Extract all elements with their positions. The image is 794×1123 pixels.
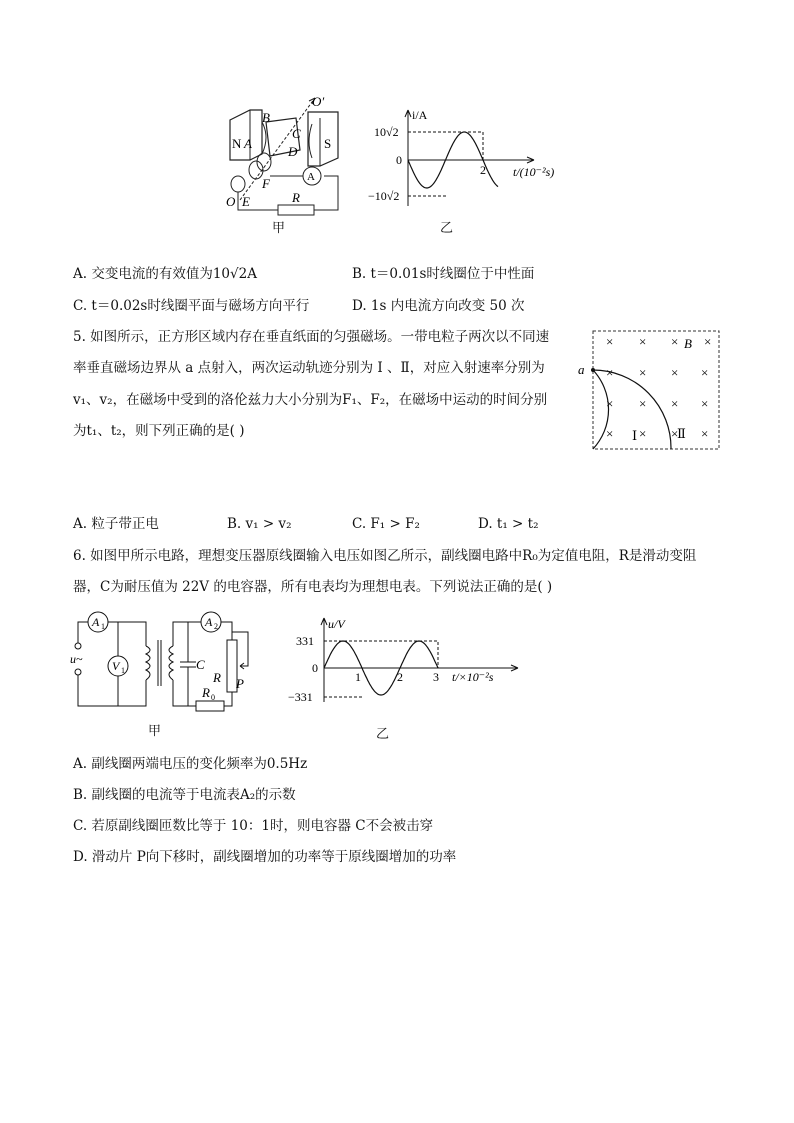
field-cross: × xyxy=(671,334,679,349)
q6-stem-line-1: 6. 如图甲所示电路，理想变压器原线圈输入电压如图乙所示，副线圈电路中R₀为定值电阻，R是滑动变阻 xyxy=(73,548,697,564)
label-A1-sub: 1 xyxy=(101,622,105,631)
chart2-tick-3: 3 xyxy=(433,670,439,684)
field-cross: × xyxy=(701,426,709,441)
field-cross: × xyxy=(671,426,679,441)
label-A2-sub: 2 xyxy=(214,622,218,631)
field-cross: × xyxy=(606,426,614,441)
q5-stem-line-2: 率垂直磁场边界从 a 点射入，两次运动轨迹分别为 Ⅰ 、Ⅱ，对应入射速率分别为 xyxy=(73,360,545,376)
label-R0-sub: 0 xyxy=(211,693,215,702)
field-cross: × xyxy=(639,396,647,411)
q5-stem-line-4: 为t₁、t₂，则下列正确的是( ) xyxy=(73,423,245,439)
label-I: Ⅰ xyxy=(632,428,638,443)
label-V1-sub: 1 xyxy=(121,666,125,675)
chart-xlabel: t/(10⁻²s) xyxy=(513,165,555,179)
label-A1: A xyxy=(92,615,100,629)
label-a: a xyxy=(578,362,585,377)
label-R: R xyxy=(213,670,221,685)
current-waveform-chart xyxy=(368,106,574,210)
label-A: A xyxy=(244,136,252,151)
q6-option-b: B. 副线圈的电流等于电流表A₂的示数 xyxy=(73,787,296,803)
q5-option-a: A. 粒子带正电 xyxy=(73,516,159,532)
field-cross: × xyxy=(639,365,647,380)
label-D: D xyxy=(288,144,298,159)
q5-option-d: D. t₁ > t₂ xyxy=(478,516,539,532)
field-cross: × xyxy=(701,365,709,380)
q6-option-c: C. 若原副线圈匝数比等于 10：1时，则电容器 C不会被击穿 xyxy=(73,818,434,834)
ammeter-label: A xyxy=(307,171,315,183)
chart2-tick-1: 1 xyxy=(355,670,361,684)
label-u: u~ xyxy=(70,652,83,666)
label-P: P xyxy=(236,676,244,691)
q5-option-b: B. v₁ > v₂ xyxy=(227,516,292,532)
fig-caption-yi-2: 乙 xyxy=(376,727,390,742)
field-cross: × xyxy=(639,334,647,349)
label-B: B xyxy=(262,110,270,125)
field-cross: × xyxy=(701,396,709,411)
fig-caption-jia-1: 甲 xyxy=(272,221,286,236)
field-cross: × xyxy=(606,365,614,380)
label-R0: R xyxy=(202,685,210,700)
q4-option-b: B. t＝0.01s时线圈位于中性面 xyxy=(352,266,535,282)
q4-option-c: C. t＝0.02s时线圈平面与磁场方向平行 xyxy=(73,298,310,314)
q6-option-a: A. 副线圈两端电压的变化频率为0.5Hz xyxy=(73,756,308,772)
q4-option-d: D. 1s 内电流方向改变 50 次 xyxy=(352,298,525,314)
chart2-tick-top: 331 xyxy=(296,634,314,648)
tick-bottom: −10√2 xyxy=(368,189,400,203)
transformer-circuit-diagram xyxy=(70,610,280,714)
field-cross: × xyxy=(606,396,614,411)
voltage-waveform-chart xyxy=(282,614,522,704)
label-R: R xyxy=(292,190,300,205)
q6-stem-line-2: 器，C为耐压值为 22V 的电容器，所有电表均为理想电表。下列说法正确的是( ) xyxy=(73,579,553,595)
label-F: F xyxy=(262,176,270,191)
fig-caption-yi-1: 乙 xyxy=(440,221,454,236)
chart-ylabel: i/A xyxy=(412,108,428,122)
chart2-tick-2: 2 xyxy=(397,670,403,684)
label-V1: V xyxy=(112,659,120,673)
label-C: C xyxy=(292,126,301,141)
generator-diagram xyxy=(220,92,350,222)
q6-option-d: D. 滑动片 P向下移时，副线圈增加的功率等于原线圈增加的功率 xyxy=(73,849,457,865)
field-cross: × xyxy=(606,334,614,349)
fig-caption-jia-2: 甲 xyxy=(148,724,162,739)
q5-stem-line-1: 5. 如图所示，正方形区域内存在垂直纸面的匀强磁场。一带电粒子两次以不同速 xyxy=(73,329,550,345)
chart2-tick-zero: 0 xyxy=(312,661,318,675)
label-O: O xyxy=(226,194,236,209)
chart2-xlabel: t/×10⁻²s xyxy=(452,670,494,684)
q5-stem-line-3: v₁、v₂，在磁场中受到的洛伦兹力大小分别为F₁、F₂，在磁场中运动的时间分别 xyxy=(73,392,548,408)
label-II: Ⅱ xyxy=(677,426,686,441)
label-A2: A xyxy=(205,615,213,629)
label-E: E xyxy=(242,194,250,209)
field-cross: × xyxy=(704,334,712,349)
magnetic-field-diagram xyxy=(576,328,724,454)
tick-top: 10√2 xyxy=(374,125,399,139)
q5-option-c: C. F₁ > F₂ xyxy=(352,516,420,532)
chart2-tick-bottom: −331 xyxy=(288,690,313,704)
field-cross: × xyxy=(639,426,647,441)
chart2-ylabel: u/V xyxy=(328,617,345,631)
label-S: S xyxy=(324,136,332,151)
label-B: B xyxy=(684,336,692,351)
label-O2: O′ xyxy=(312,94,325,109)
field-cross: × xyxy=(671,396,679,411)
q4-option-a: A. 交变电流的有效值为10√2A xyxy=(73,266,257,282)
field-cross: × xyxy=(671,365,679,380)
tick-x2: 2 xyxy=(480,163,486,177)
tick-zero: 0 xyxy=(396,153,402,167)
label-C: C xyxy=(196,657,205,672)
label-N: N xyxy=(232,136,242,151)
